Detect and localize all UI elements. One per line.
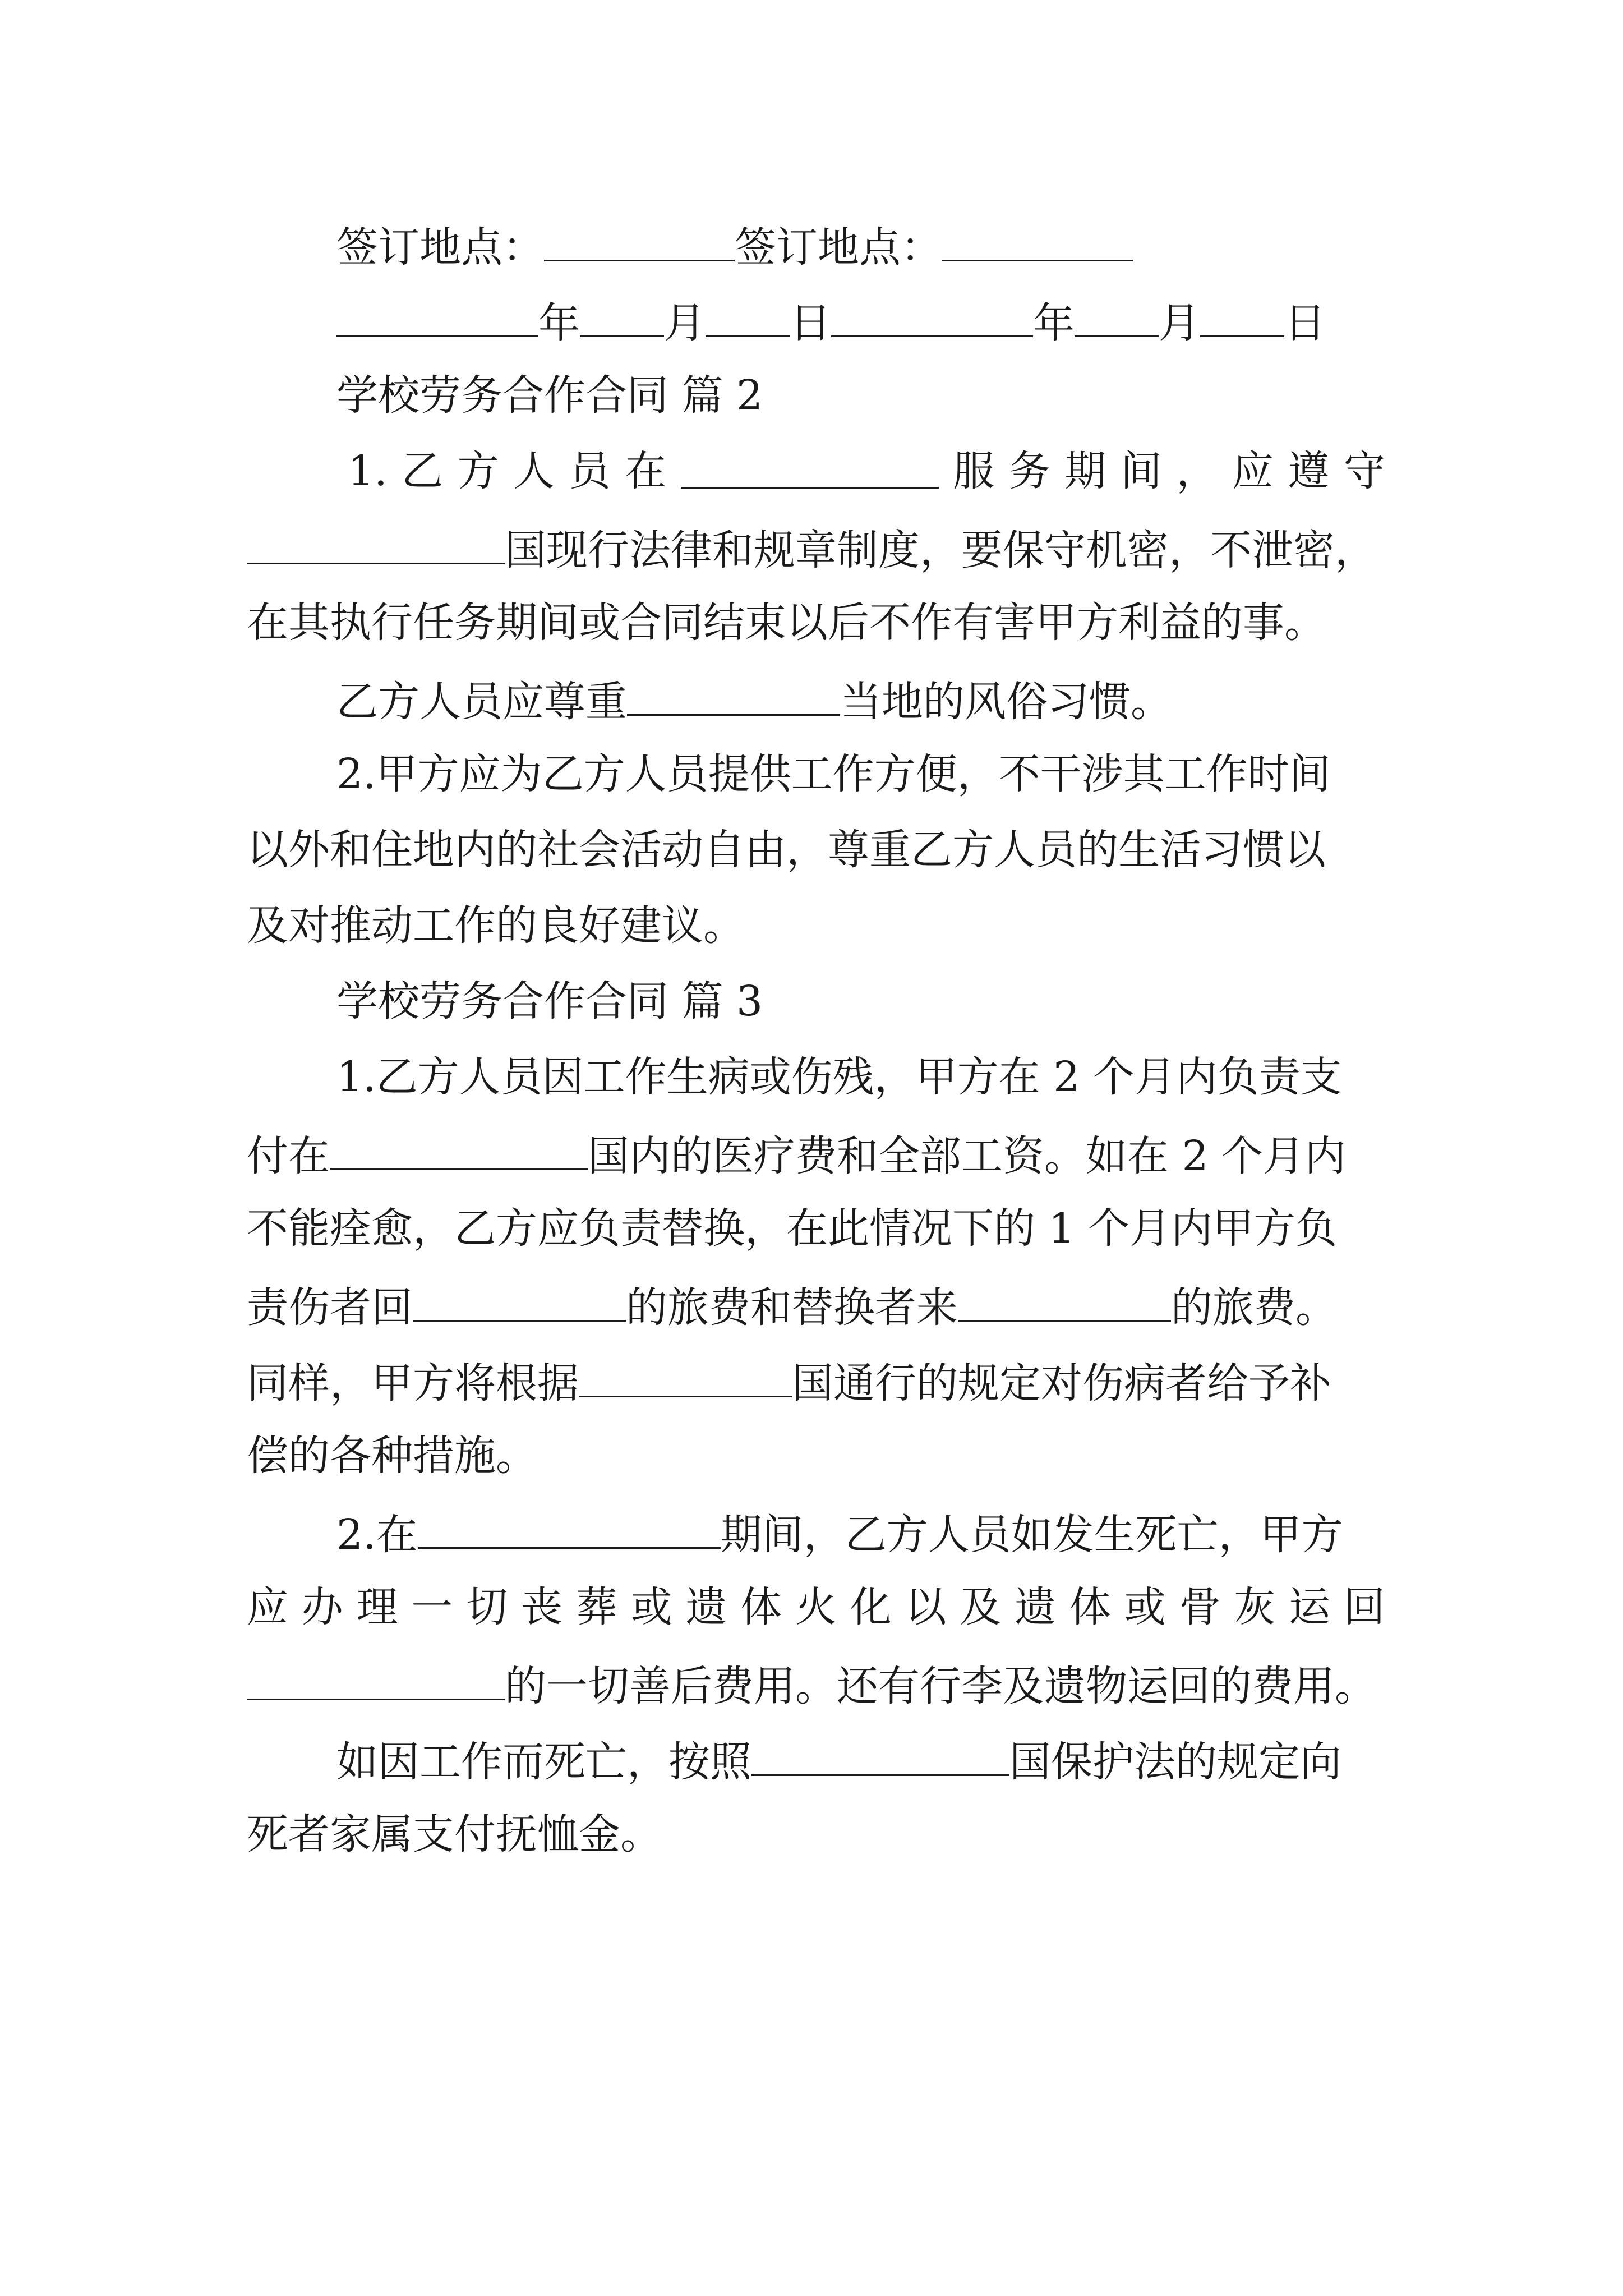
word: 服	[953, 447, 995, 495]
text-run: 如因工作而死亡，按照	[336, 1738, 751, 1786]
month-label-b: 月	[1159, 299, 1200, 347]
word: 务	[1008, 447, 1050, 495]
section-2-p1-line3: 在其执行任务期间或合同结束以后不作有害甲方利益的事。	[247, 599, 1326, 647]
section-3-p3-line1	[336, 1731, 1475, 1787]
word: 灰	[1234, 1583, 1276, 1631]
signing-place-line	[336, 216, 1475, 272]
word: 在	[625, 447, 667, 495]
word: 遗	[685, 1583, 727, 1631]
signing-place-label-b: 签订地点：	[735, 223, 942, 272]
word: 火	[795, 1583, 837, 1631]
word: 方	[457, 447, 499, 495]
word: 或	[630, 1583, 672, 1631]
text-run: 的旅费。	[1171, 1283, 1337, 1332]
year-label-a: 年	[538, 299, 580, 347]
word: 遗	[1015, 1583, 1057, 1631]
word: 回	[1343, 1583, 1385, 1631]
fill-blank	[627, 670, 840, 716]
section-2-p1-line2	[247, 519, 1385, 575]
text-run: 国内的医疗费和全部工资。如在 2 个月内	[588, 1132, 1347, 1180]
word: 应	[1232, 447, 1274, 495]
text-run: 的旅费和替换者来	[626, 1283, 958, 1332]
section-3-p1-line1: 1.乙方人员因工作生病或伤残，甲方在 2 个月内负责支	[336, 1053, 1342, 1101]
signing-place-blank-a	[544, 216, 735, 261]
word: 切	[466, 1583, 508, 1631]
day-label-a: 日	[790, 299, 831, 347]
word: 以	[905, 1583, 947, 1631]
section-2-p2-line3: 及对推动工作的良好建议。	[247, 901, 745, 950]
year-blank-a	[336, 292, 538, 337]
word: 化	[850, 1583, 892, 1631]
signing-place-label-a: 签订地点：	[336, 223, 544, 272]
fill-blank	[330, 1125, 588, 1170]
text-run: 乙方人员应尊重	[336, 678, 627, 726]
fill-blank	[681, 443, 939, 489]
section-3-p2-line3	[247, 1655, 1385, 1711]
text-run: 责伤者回	[247, 1283, 413, 1332]
word: 理	[356, 1583, 398, 1631]
year-blank-b	[831, 292, 1033, 337]
word: ，	[1176, 447, 1218, 495]
section-2-p2-line2: 以外和住地内的社会活动自由，尊重乙方人员的生活习惯以	[247, 826, 1326, 874]
text-run: 同样，甲方将根据	[247, 1359, 579, 1407]
fill-blank	[958, 1276, 1171, 1322]
text-run: 期间，乙方人员如发生死亡，甲方	[720, 1511, 1343, 1559]
word: 一	[411, 1583, 453, 1631]
section-2-title: 学校劳务合作合同 篇 2	[336, 371, 763, 420]
word: 人	[513, 447, 555, 495]
month-label-a: 月	[664, 299, 706, 347]
section-3-title: 学校劳务合作合同 篇 3	[336, 977, 763, 1025]
signing-place-blank-b	[942, 216, 1133, 261]
word: 守	[1343, 447, 1385, 495]
fill-blank	[579, 1352, 792, 1397]
word: 办	[301, 1583, 343, 1631]
day-blank-a	[706, 292, 790, 337]
section-3-p1-line2	[247, 1125, 1385, 1181]
day-blank-b	[1200, 292, 1284, 337]
section-3-p1-line3: 不能痊愈，乙方应负责替换，在此情况下的 1 个月内甲方负	[247, 1204, 1338, 1253]
section-2-p1-line1	[348, 443, 1385, 499]
day-label-b: 日	[1284, 299, 1326, 347]
word: 骨	[1179, 1583, 1221, 1631]
section-2-p2-line1: 2.甲方应为乙方人员提供工作方便，不干涉其工作时间	[336, 750, 1331, 798]
word: 1.	[348, 447, 388, 495]
word: 期	[1064, 447, 1106, 495]
word: 葬	[575, 1583, 617, 1631]
year-label-b: 年	[1033, 299, 1075, 347]
text-run: 国通行的规定对伤病者给予补	[792, 1359, 1331, 1407]
signing-date-line	[336, 292, 1475, 348]
section-3-p3-line2: 死者家属支付抚恤金。	[247, 1810, 662, 1858]
month-blank-b	[1075, 292, 1159, 337]
section-3-p2-line1	[336, 1503, 1475, 1559]
section-3-p1-line6: 偿的各种措施。	[247, 1432, 537, 1480]
word: 遵	[1288, 447, 1330, 495]
word: 乙	[402, 447, 444, 495]
month-blank-a	[580, 292, 664, 337]
section-3-p2-line2	[247, 1579, 1385, 1635]
fill-blank	[418, 1503, 721, 1549]
text-run: 国现行法律和规章制度，要保守机密，不泄密，	[505, 526, 1376, 574]
fill-blank	[751, 1731, 1009, 1776]
section-3-p1-line4	[247, 1276, 1385, 1332]
word: 及	[960, 1583, 1002, 1631]
section-2-p1b	[336, 670, 1475, 726]
text-run: 2.在	[336, 1511, 418, 1559]
word: 丧	[520, 1583, 562, 1631]
word: 应	[247, 1583, 288, 1631]
fill-blank	[247, 519, 505, 564]
word: 运	[1289, 1583, 1331, 1631]
word: 员	[569, 447, 611, 495]
fill-blank	[247, 1655, 505, 1700]
text-run: 付在	[247, 1132, 330, 1180]
text-run: 的一切善后费用。还有行李及遗物运回的费用。	[505, 1662, 1376, 1710]
word: 体	[1069, 1583, 1111, 1631]
section-3-p1-line5	[247, 1352, 1385, 1408]
word: 间	[1120, 447, 1162, 495]
text-run: 国保护法的规定向	[1009, 1738, 1341, 1786]
fill-blank	[413, 1276, 626, 1322]
text-run: 当地的风俗习惯。	[840, 678, 1172, 726]
word: 或	[1124, 1583, 1166, 1631]
word: 体	[740, 1583, 782, 1631]
